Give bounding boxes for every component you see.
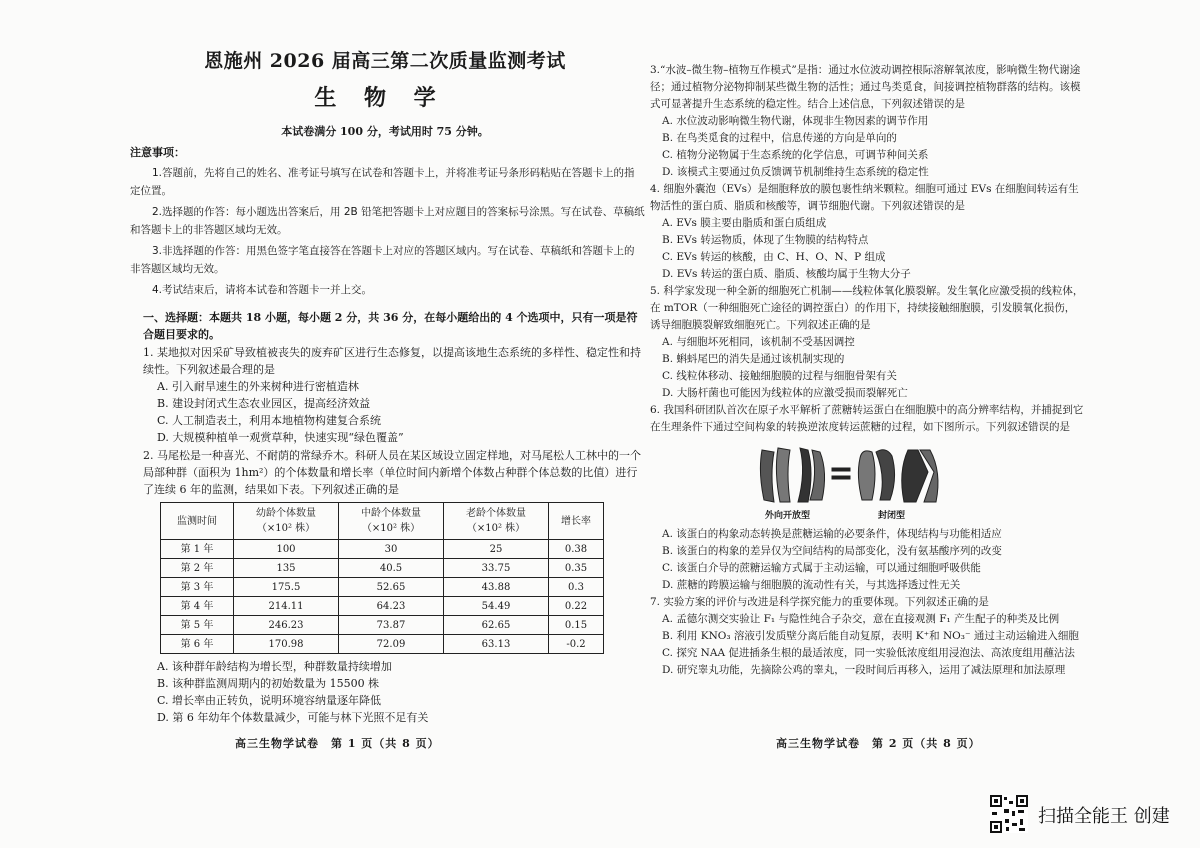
table-cell: -0.2	[549, 635, 604, 654]
population-data-table	[160, 502, 604, 654]
question-1-option-c: C. 人工制造表土，利用本地植物构建复合系统	[157, 414, 382, 427]
table-header: 增长率	[549, 503, 604, 540]
question-3-option-b: B. 在鸟类觅食的过程中，信息传递的方向是单向的	[662, 132, 897, 144]
question-1-option-d: D. 大规模种植单一观赏草种，快速实现“绿色覆盖”	[157, 431, 404, 444]
table-cell: 52.65	[339, 578, 444, 597]
figure-label-closed: 封闭型	[878, 511, 906, 521]
notice-title: 注意事项：	[130, 146, 185, 159]
question-4-option-a: A. EVs 膜主要由脂质和蛋白质组成	[662, 217, 827, 229]
table-cell: 43.88	[444, 578, 549, 597]
exam-info: 本试卷满分 100 分，考试用时 75 分钟。	[281, 125, 489, 138]
question-7-option-d: D. 研究睾丸功能，先摘除公鸡的睾丸，一段时间后再移入，运用了减法原理和加法原理	[662, 664, 1066, 676]
question-5-stem: 5. 科学家发现一种全新的细胞死亡机制——线粒体氧化膜裂解。发生氧化应激受损的线粒体，在 mTOR（一种细胞死亡途径的调控蛋白）的作用下，持续接触细胞膜，引发膜氧化损伤，诱导细胞膜裂解致细胞死亡。下列叙述正确的是	[650, 285, 1084, 331]
question-6-option-d: D. 蔗糖的跨膜运输与细胞膜的流动性有关，与其选择透过性无关	[662, 579, 961, 591]
scanner-watermark	[990, 795, 1190, 835]
table-header: 幼龄个体数量（×10² 株）	[234, 503, 339, 540]
table-row	[161, 559, 604, 578]
question-1-option-b: B. 建设封闭式生态农业园区，提高经济效益	[157, 397, 371, 410]
question-3-stem: 3.“水波–微生物–植物互作模式”是指：通过水位波动调控根际溶解氧浓度，影响微生物代谢途径；通过植物分泌物抑制某些微生物的活性；通过鸟类觅食，间接调控植物群落的结构。该模式可显著提升生态系统的稳定性。结合上述信息，下列叙述错误的是	[650, 64, 1081, 110]
table-row	[161, 616, 604, 635]
table-cell: 64.23	[339, 597, 444, 616]
table-cell: 25	[444, 540, 549, 559]
page-1-footer: 高三生物学试卷 第 1 页（共 8 页）	[235, 737, 440, 750]
question-4-option-c: C. EVs 转运的核酸，由 C、H、O、N、P 组成	[662, 251, 886, 263]
transporter-conformation-illustration	[650, 442, 1085, 512]
table-cell: 30	[339, 540, 444, 559]
table-cell: 0.35	[549, 559, 604, 578]
table-cell: 第 6 年	[161, 635, 234, 654]
notice-list	[115, 164, 645, 299]
question-6-stem: 6. 我国科研团队首次在原子水平解析了蔗糖转运蛋白在细胞膜中的高分辨率结构，并捕捉到它在生理条件下通过空间构象的转换逆浓度转运蔗糖的过程，如下图所示。下列叙述错误的是	[650, 404, 1084, 433]
question-2-option-b: B. 该种群监测周期内的初始数量为 15500 株	[157, 677, 380, 690]
table-cell: 175.5	[234, 578, 339, 597]
table-cell: 第 2 年	[161, 559, 234, 578]
notice-item: 4.考试结束后，请将本试卷和答题卡一并上交。	[152, 284, 373, 296]
question-7-option-c: C. 探究 NAA 促进插条生根的最适浓度，同一实验低浓度组用浸泡法、高浓度组用蘸沾法	[662, 647, 1075, 659]
table-cell: 0.15	[549, 616, 604, 635]
table-cell: 第 1 年	[161, 540, 234, 559]
table-cell: 63.13	[444, 635, 549, 654]
question-1-option-a: A. 引入耐旱速生的外来树种进行密植造林	[157, 380, 359, 393]
table-cell: 40.5	[339, 559, 444, 578]
question-3-option-d: D. 该模式主要通过负反馈调节机制维持生态系统的稳定性	[662, 166, 929, 178]
question-5-option-a: A. 与细胞坏死相同，该机制不受基因调控	[662, 336, 855, 348]
question-7-stem: 7. 实验方案的评价与改进是科学探究能力的重要体现。下列叙述正确的是	[650, 596, 989, 608]
table-cell: 73.87	[339, 616, 444, 635]
table-cell: 第 4 年	[161, 597, 234, 616]
table-row	[161, 540, 604, 559]
section-heading: 一、选择题：本题共 18 小题，每小题 2 分，共 36 分，在每小题给出的 4 个选项中，只有一项是符合题目要求的。	[143, 311, 638, 341]
exam-page-2	[650, 62, 1085, 762]
table-cell: 170.98	[234, 635, 339, 654]
question-4-option-b: B. EVs 转运物质，体现了生物膜的结构特点	[662, 234, 869, 246]
notice-item: 2.选择题的作答：每小题选出答案后，用 2B 铅笔把答题卡上对应题目的答案标号涂黑。写在试卷、草稿纸和答题卡上的非答题区域均无效。	[130, 206, 645, 236]
qr-code-icon	[990, 795, 1028, 833]
notice-item: 3.非选择题的作答：用黑色签字笔直接答在答题卡上对应的答题区域内。写在试卷、草稿纸和答题卡上的非答题区域均无效。	[130, 245, 635, 275]
question-6-option-b: B. 该蛋白的构象的差异仅为空间结构的局部变化，没有氨基酸序列的改变	[662, 545, 1002, 557]
table-header: 监测时间	[161, 503, 234, 540]
table-cell: 0.3	[549, 578, 604, 597]
question-4-stem: 4. 细胞外囊泡（EVs）是细胞释放的膜包裹性纳米颗粒。细胞可通过 EVs 在细胞间转运有生物活性的蛋白质、脂质和核酸等，调节细胞代谢。下列叙述错误的是	[650, 183, 1079, 212]
question-5-option-c: C. 线粒体移动、接触细胞膜的过程与细胞骨架有关	[662, 370, 897, 382]
question-7-option-a: A. 孟德尔测交实验让 F₁ 与隐性纯合子杂交，意在直接观测 F₁ 产生配子的种类及比例	[662, 613, 1060, 625]
table-cell: 54.49	[444, 597, 549, 616]
table-cell: 214.11	[234, 597, 339, 616]
table-cell: 135	[234, 559, 339, 578]
question-3-option-c: C. 植物分泌物属于生态系统的化学信息，可调节种间关系	[662, 149, 929, 161]
question-6-option-a: A. 该蛋白的构象动态转换是蔗糖运输的必要条件，体现结构与功能相适应	[662, 528, 1002, 540]
table-row	[161, 635, 604, 654]
page-2-footer: 高三生物学试卷 第 2 页（共 8 页）	[776, 737, 981, 750]
question-4-option-d: D. EVs 转运的蛋白质、脂质、核酸均属于生物大分子	[662, 268, 911, 280]
table-cell: 第 5 年	[161, 616, 234, 635]
table-header: 老龄个体数量（×10² 株）	[444, 503, 549, 540]
exam-page-1	[115, 45, 645, 765]
table-row	[161, 578, 604, 597]
question-5-option-d: D. 大肠杆菌也可能因为线粒体的应激受损而裂解死亡	[662, 387, 908, 399]
question-3-option-a: A. 水位波动影响微生物代谢，体现非生物因素的调节作用	[662, 115, 929, 127]
question-6-option-c: C. 该蛋白介导的蔗糖运输方式属于主动运输，可以通过细胞呼吸供能	[662, 562, 981, 574]
notice-item: 1.答题前，先将自己的姓名、准考证号填写在试卷和答题卡上，并将准考证号条形码粘贴在答题卡上的指定位置。	[130, 167, 635, 197]
question-7-option-b: B. 利用 KNO₃ 溶液引发质壁分离后能自动复原，表明 K⁺和 NO₃⁻ 通过主动运输进入细胞	[662, 630, 1079, 642]
table-cell: 72.09	[339, 635, 444, 654]
table-header-row	[161, 503, 604, 540]
subject-title: 生 物 学	[314, 85, 446, 111]
table-cell: 0.38	[549, 540, 604, 559]
figure-label-outward-open: 外向开放型	[765, 511, 811, 521]
table-cell: 100	[234, 540, 339, 559]
question-1-stem: 1. 某地拟对因采矿导致植被丧失的废弃矿区进行生态修复，以提高该地生态系统的多样性、稳定性和持续性。下列叙述最合理的是	[143, 346, 641, 376]
exam-title: 恩施州 2026 届高三第二次质量监测考试	[204, 50, 566, 72]
table-cell: 33.75	[444, 559, 549, 578]
scanner-watermark-text: 扫描全能王 创建	[1038, 806, 1170, 827]
table-cell: 246.23	[234, 616, 339, 635]
table-cell: 第 3 年	[161, 578, 234, 597]
question-2-option-a: A. 该种群年龄结构为增长型，种群数量持续增加	[157, 660, 392, 673]
table-row	[161, 597, 604, 616]
table-header: 中龄个体数量（×10² 株）	[339, 503, 444, 540]
table-cell: 0.22	[549, 597, 604, 616]
question-2-option-d: D. 第 6 年幼年个体数量减少，可能与林下光照不足有关	[157, 711, 429, 724]
table-cell: 62.65	[444, 616, 549, 635]
question-2-stem: 2. 马尾松是一种喜光、不耐荫的常绿乔木。科研人员在某区域设立固定样地，对马尾松人工林中的一个局部种群（面积为 1hm²）的个体数量和增长率（单位时间内新增个体数占种群个体总数的比值）进行了连续 6 年的监测，结果如下表。下列叙述正确的是	[143, 449, 641, 496]
question-2-option-c: C. 增长率由正转负，说明环境容纳量逐年降低	[157, 694, 382, 707]
question-5-option-b: B. 蝌蚪尾巴的消失是通过该机制实现的	[662, 353, 845, 365]
transporter-structure-figure	[650, 442, 1085, 524]
